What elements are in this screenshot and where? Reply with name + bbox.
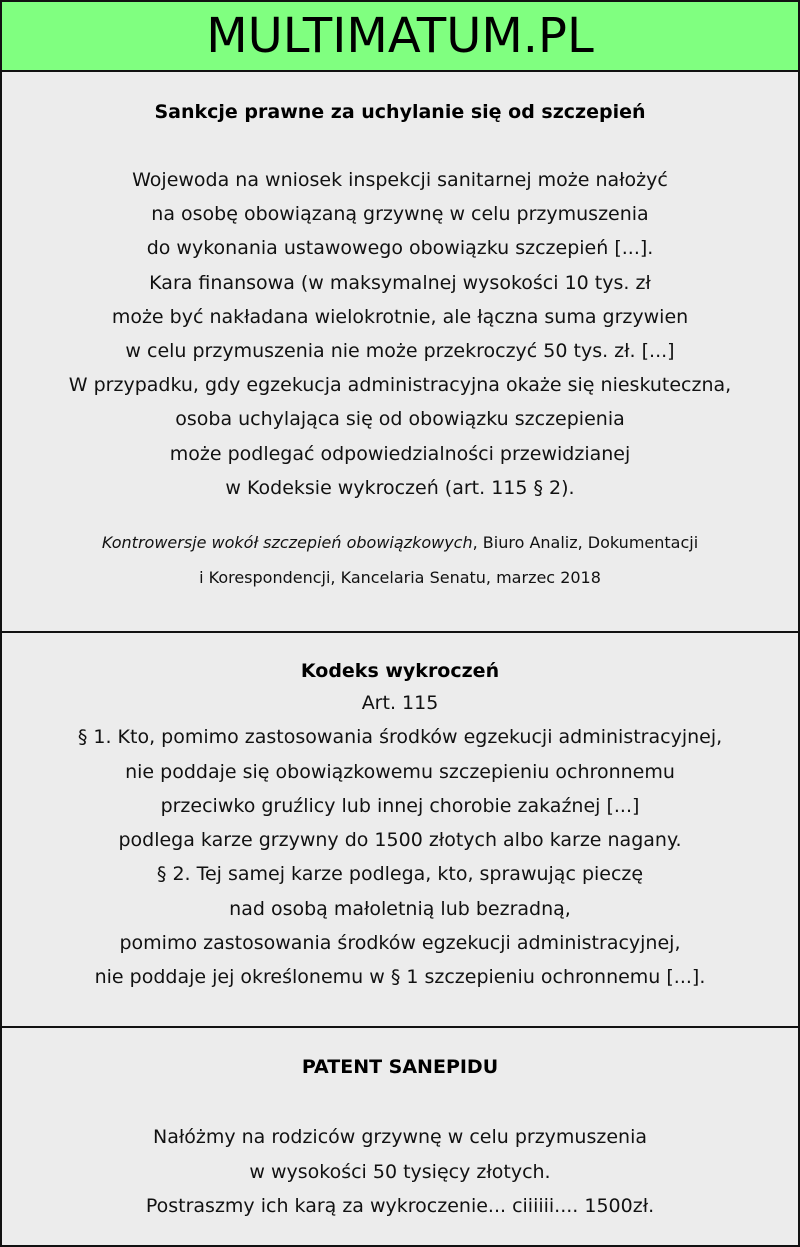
section-title: PATENT SANEPIDU bbox=[301, 1056, 499, 1078]
body-line: w celu przymuszenia nie może przekroczyć 50 tys. zł. [...] bbox=[125, 340, 675, 363]
citation-source: , Biuro Analiz, Dokumentacji bbox=[472, 533, 699, 553]
citation-title: Kontrowersje wokół szczepień obowiązkowych bbox=[101, 533, 473, 553]
section-body bbox=[2, 163, 798, 505]
body-line: nie poddaje się obowiązkowemu szczepieniu ochronnemu bbox=[125, 760, 675, 783]
citation-line-2: i Korespondencji, Kancelaria Senatu, marzec 2018 bbox=[199, 568, 601, 588]
body-line: do wykonania ustawowego obowiązku szczepień [...]. bbox=[146, 237, 654, 260]
citation bbox=[2, 525, 798, 595]
site-title: MULTIMATUM.PL bbox=[206, 8, 594, 64]
body-line: nie poddaje jej określonemu w § 1 szczepieniu ochronnemu [...]. bbox=[94, 966, 706, 989]
body-line: Kara finansowa (w maksymalnej wysokości 10 tys. zł bbox=[149, 271, 651, 294]
body-line: podlega karze grzywny do 1500 złotych albo karze nagany. bbox=[118, 829, 682, 852]
section-body bbox=[2, 686, 798, 995]
body-line: osoba uchylająca się od obowiązku szczepienia bbox=[175, 408, 625, 431]
body-line: może być nakładana wielokrotnie, ale łączna suma grzywien bbox=[111, 305, 689, 328]
section-title: Sankcje prawne za uchylanie się od szczepień bbox=[154, 101, 646, 123]
section-patent bbox=[0, 1026, 800, 1247]
body-line: § 2. Tej samej karze podlega, kto, sprawując pieczę bbox=[156, 863, 644, 886]
body-line: Wojewoda na wniosek inspekcji sanitarnej może nałożyć bbox=[132, 169, 668, 191]
body-line: Postraszmy ich karą za wykroczenie... ciiiiii.... 1500zł. bbox=[145, 1195, 655, 1217]
section-body bbox=[2, 1120, 798, 1224]
body-line: nad osobą małoletnią lub bezradną, bbox=[229, 897, 571, 920]
body-line: przeciwko gruźlicy lub innej chorobie zakaźnej [...] bbox=[160, 794, 640, 817]
section-title: Kodeks wykroczeń bbox=[300, 660, 500, 682]
body-line: pomimo zastosowania środków egzekucji administracyjnej, bbox=[119, 932, 681, 955]
body-line: w Kodeksie wykroczeń (art. 115 § 2). bbox=[225, 476, 575, 499]
section-sanctions bbox=[0, 70, 800, 633]
body-line: Art. 115 bbox=[361, 692, 439, 714]
section-code bbox=[0, 631, 800, 1028]
header-banner bbox=[0, 0, 800, 72]
body-line: Nałóżmy na rodziców grzywnę w celu przymuszenia bbox=[153, 1126, 647, 1148]
body-line: W przypadku, gdy egzekucja administracyjna okaże się nieskuteczna, bbox=[68, 374, 732, 397]
body-line: na osobę obowiązaną grzywnę w celu przymuszenia bbox=[151, 203, 649, 226]
body-line: może podlegać odpowiedzialności przewidzianej bbox=[169, 442, 631, 465]
body-line: w wysokości 50 tysięcy złotych. bbox=[249, 1160, 551, 1183]
citation-line bbox=[2, 525, 798, 560]
body-line: § 1. Kto, pomimo zastosowania środków egzekucji administracyjnej, bbox=[77, 726, 723, 749]
